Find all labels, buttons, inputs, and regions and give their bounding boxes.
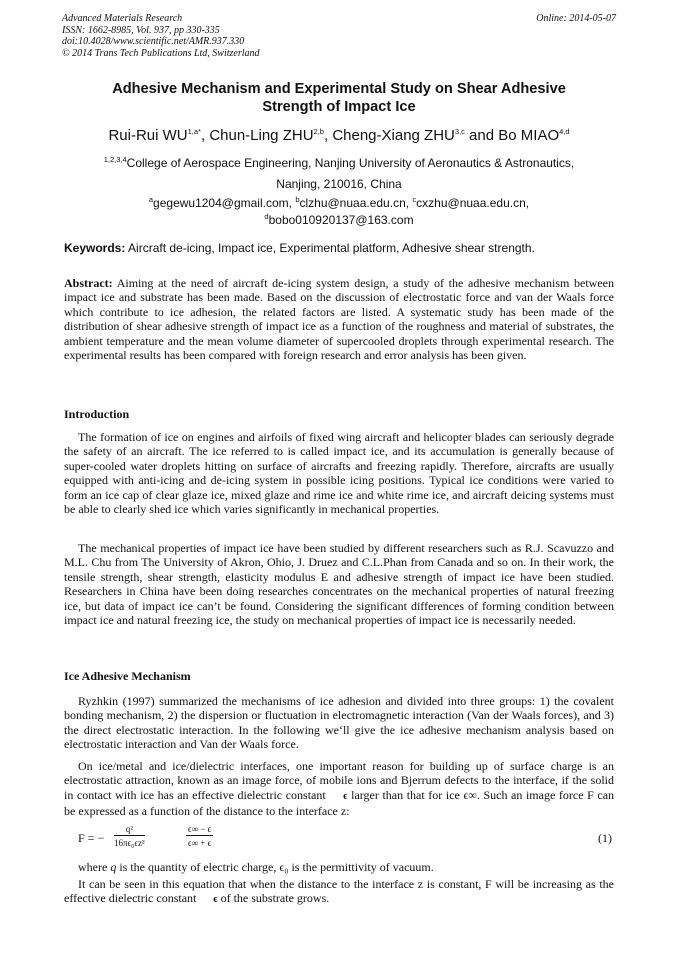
abstract-label: Abstract: <box>64 276 113 290</box>
where-text: is the permittivity of vacuum. <box>291 860 434 874</box>
paper-title <box>40 80 638 116</box>
journal-doi[interactable]: doi:10.4028/www.scientific.net/AMR.937.330 <box>62 36 245 47</box>
keywords-text: Aircraft de-icing, Impact ice, Experimental platform, Adhesive shear strength. <box>128 241 535 255</box>
journal-name: Advanced Materials Research <box>62 13 183 24</box>
email-b[interactable]: clzhu@nuaa.edu.cn <box>299 196 406 210</box>
paragraph-text: The mechanical properties of impact ice have been studied by different researchers such as R.J. Scavuzzo and M.L. Chu from The University of Akron, Ohio, J. Druez and C.L.Phan from Canada and so on. In their work, the tensile strength, shear strength, elasticity modulus E and adhesive strength of impact ice have been studied. Researchers in China have been doing researches concentrates on the mechanical properties of natural freezing ice, but data of impact ice can’t be found. Considering the significant differences of forming condition between impact ice and natural freezing ice, the study on mechanical properties of impact ice is necessarily needed. <box>64 541 614 628</box>
email-sup: c <box>412 195 417 204</box>
keywords-label: Keywords: <box>64 241 126 255</box>
ice-adhesive-heading: Ice Adhesive Mechanism <box>64 669 191 683</box>
author-name: Bo MIAO <box>498 127 560 144</box>
author-sup: 2,b <box>313 127 324 136</box>
paragraph-text: It can be seen in this equation that when the distance to the interface z is constant, F will be increasing as the effective dielectric constant <box>64 877 614 906</box>
fraction-2 <box>186 824 213 848</box>
author-sep: , <box>323 127 333 144</box>
epsilon-symbol: ϵ <box>343 790 348 802</box>
paragraph-text: On ice/metal and ice/dielectric interfaces, one important reason for building up of surface charge is an electrostatic attraction, known as an image force, of mobile ions and Bjerrum defects to the interface, if the solid in contact with ice has an effective dielectric constant <box>64 759 614 802</box>
fraction-1-denominator: 16πϵ₀ϵz² <box>114 838 145 848</box>
paragraph-text: Ryzhkin (1997) summarized the mechanisms of ice adhesion and divided into three groups: 1) the covalent bonding mechanism, 2) the dispersion or fluctuation in electromagnetic interaction (Van der Waals forces), and 3) the direct electrostatic interaction. In the following we‘ll give the ice adhesive mechanism analysis based on electrostatic interaction and Van der Waals force. <box>64 694 614 752</box>
email-block: $^a$gegewu1204@gmail.com, $^b$clzhu@nuaa.edu.cn, $^c$cxzhu@nuaa.edu.cn, $^d$bobo010920137@163.com <box>148 195 530 227</box>
where-clause <box>64 860 614 874</box>
equation-number: (1) <box>598 831 612 845</box>
paragraph-text: The formation of ice on engines and airfoils of fixed wing aircraft and helicopter blades can seriously degrade the safety of an aircraft. The ice referred to is called impact ice, and its accumulation is generally because of super-cooled water droplets hitting on surface of aircrafts and freezing rapidly. Therefore, aircrafts are usually equipped with anti-icing and de-icing system in possible icing positions. Typical ice conditions were varied to form an ice cap of clear glaze ice, mixed glaze and rime ice and white rime ice, and aircraft deicing systems must be able to clearly shed ice which varies significantly in mechanical properties. <box>64 430 614 517</box>
author-sup: 1,a* <box>187 127 201 136</box>
journal-header <box>62 13 616 59</box>
title-line-1: Adhesive Mechanism and Experimental Study on Shear Adhesive <box>112 81 566 97</box>
symbol-q: q <box>110 860 117 874</box>
author-sup: 3,c <box>454 127 465 136</box>
symbol-epsilon-zero: ϵ₀ <box>279 860 289 874</box>
ice-paragraph-2 <box>64 759 614 819</box>
abstract-text: Aiming at the need of aircraft de-icing system design, a study of the adhesive mechanism between impact ice and substrate has been made. Based on the discussion of electrostatic force and van der Waals force which contribute to ice adhesion, the related factors are listed. A systematic study has been made of the distribution of shear adhesive strength of impact ice as a function of the roughness and material of substrates, the ambient temperature and the mean volume diameter of supercooled droplets through experimental research. The experimental results has been compared with foreign research and error analysis has been given. <box>64 276 614 363</box>
abstract <box>64 276 614 362</box>
introduction-paragraph-1 <box>64 430 614 516</box>
fraction-1 <box>114 824 145 848</box>
where-text: is the quantity of electric charge, <box>119 860 277 874</box>
author-name: Rui-Rui WU <box>108 127 188 144</box>
fraction-2-numerator: ϵ∞ − ϵ <box>188 824 212 834</box>
conclusion-paragraph <box>64 877 614 908</box>
affiliation-line-1: College of Aerospace Engineering, Nanjing University of Aeronautics & Astronautics, <box>126 156 575 170</box>
affiliation-line-2: Nanjing, 210016, China <box>276 177 402 191</box>
affiliation <box>40 149 638 195</box>
introduction-paragraph-2 <box>64 541 614 627</box>
introduction-heading: Introduction <box>64 407 130 421</box>
paragraph-text: larger than that for ice <box>351 787 460 802</box>
ice-paragraph-1 <box>64 694 614 752</box>
journal-issn: ISSN: 1662-8985, Vol. 937, pp 330-335 <box>62 24 220 36</box>
author-sup: 4,d <box>559 127 570 136</box>
author-sep: and <box>464 127 499 144</box>
author-name: Cheng-Xiang ZHU <box>332 127 455 144</box>
email-a[interactable]: gegewu1204@gmail.com <box>153 196 289 210</box>
epsilon-symbol: ϵ <box>213 894 218 906</box>
email-c[interactable]: cxzhu@nuaa.edu.cn <box>416 196 526 210</box>
where-text: where <box>78 860 108 874</box>
paragraph-text: . Such an image force F can be expressed as a function of the distance to the interface z: <box>64 787 615 819</box>
paragraph-text: of the substrate grows. <box>220 891 330 906</box>
equation-lhs: F = − <box>78 831 105 845</box>
keywords <box>64 241 616 256</box>
journal-copyright: © 2014 Trans Tech Publications Ltd, Switzerland <box>62 47 260 59</box>
author-list <box>30 123 648 145</box>
fraction-1-numerator: q² <box>114 824 145 836</box>
equation-1 <box>78 822 614 858</box>
email-sup: d <box>264 212 269 221</box>
email-d[interactable]: bobo010920137@163.com <box>268 213 414 227</box>
fraction-2-denominator: ϵ∞ + ϵ <box>188 838 212 848</box>
epsilon-infinity-symbol: ϵ∞ <box>463 787 477 802</box>
author-sep: , <box>200 127 210 144</box>
email-sup: b <box>295 195 300 204</box>
title-line-2: Strength of Impact Ice <box>262 99 416 115</box>
author-name: Chun-Ling ZHU <box>209 127 314 144</box>
affiliation-sup: 1,2,3,4 <box>103 155 127 164</box>
email-sup: a <box>148 195 154 204</box>
online-date: Online: 2014-05-07 <box>536 13 616 24</box>
